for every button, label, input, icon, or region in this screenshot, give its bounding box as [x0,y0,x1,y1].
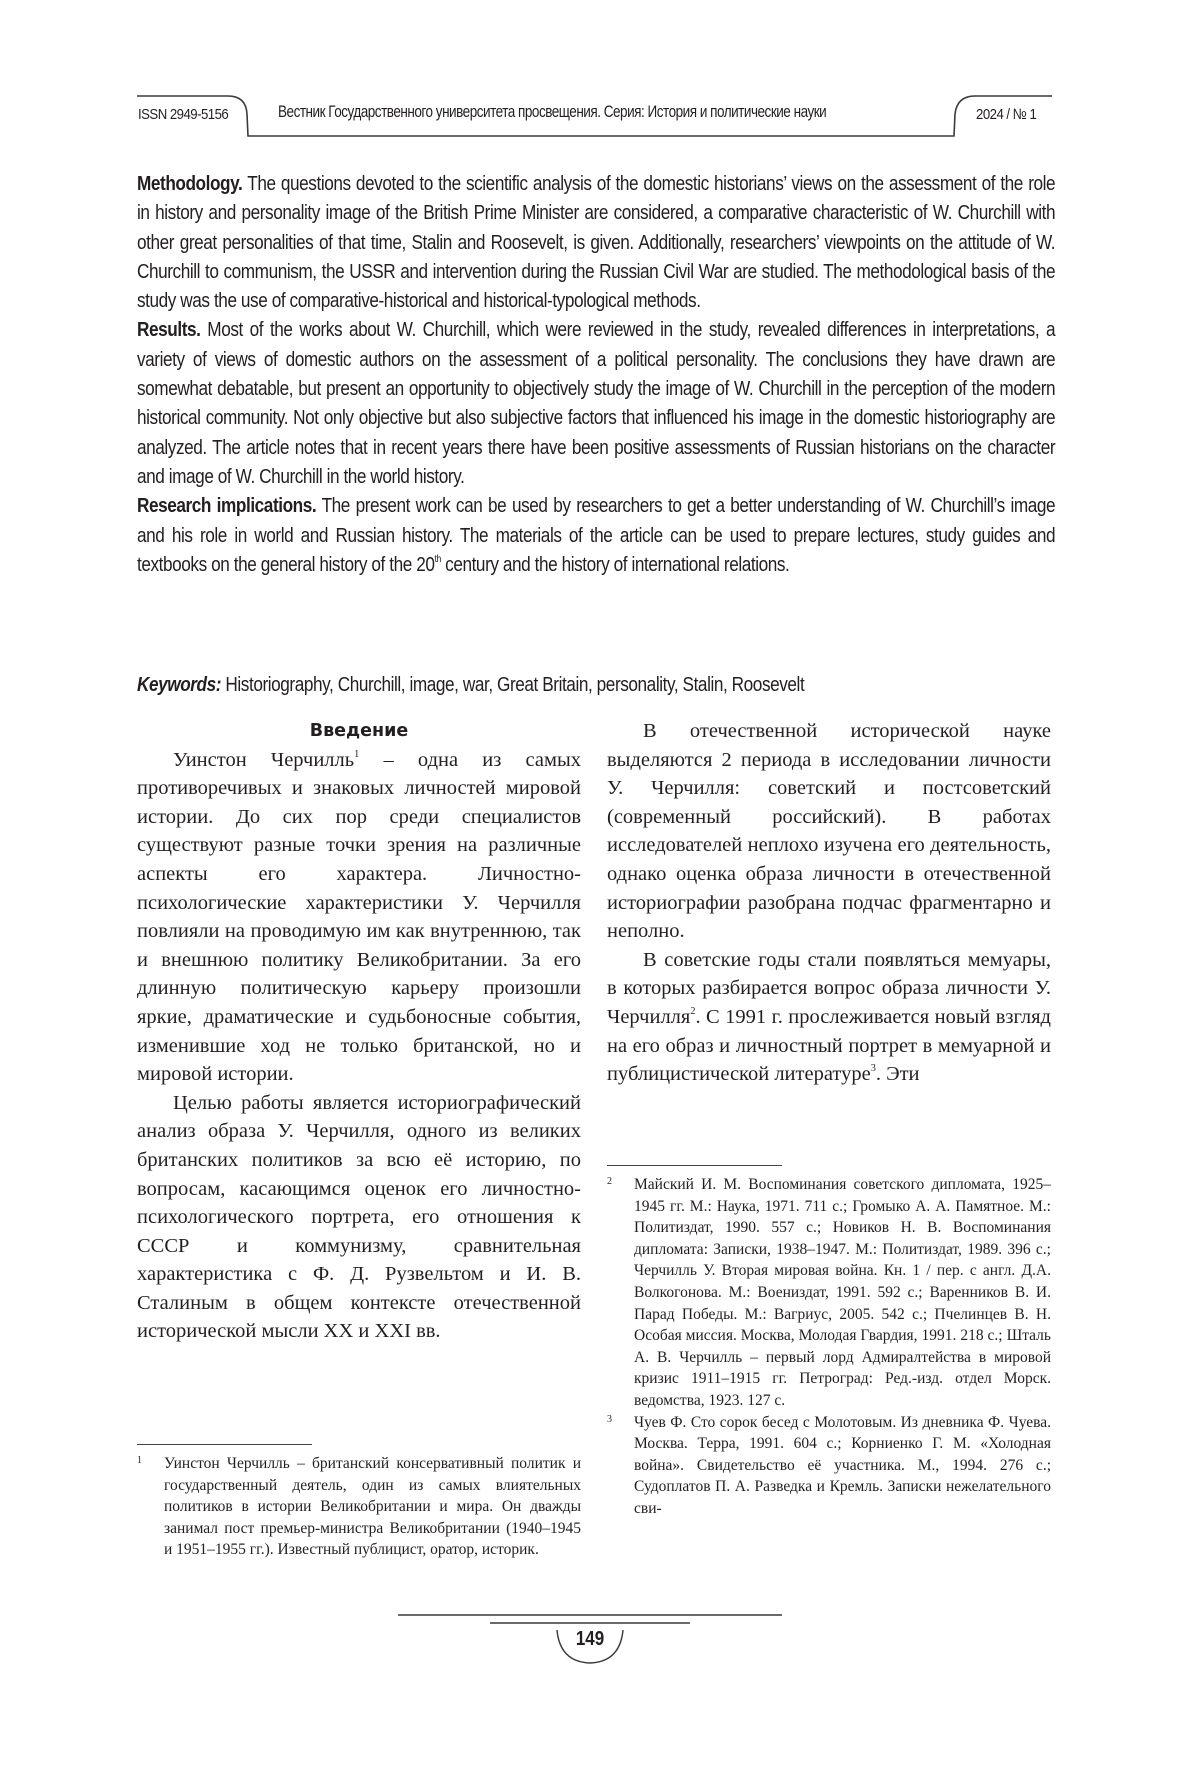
footnote-number: 3 [607,1413,612,1425]
journal-title: Вестник Государственного университета просвещения. Серия: История и политические науки [278,103,827,121]
methodology-label: Methodology. [137,173,243,195]
abstract-implications [137,492,1055,580]
superscript: th [434,553,441,565]
footnote-divider [607,1165,782,1166]
paragraph-text: В советские годы стали появляться мемуары, в которых разбирается вопрос образа личности У. Черчилля [607,948,1051,1028]
section-heading: Введение [309,721,409,741]
page-number: 149 [575,1628,605,1650]
issn-label: ISSN 2949-5156 [138,106,229,123]
results-text: Most of the works about W. Churchill, which were reviewed in the study, revealed differences in interpretations, a variety of views of domestic authors on the assessment of a political personality. The conclusions they have drawn are somewhat debatable, but present an opportunity to objectively study the image of W. Churchill in the perception of the modern historical community. Not only objective but also subjective factors that influenced his image in the domestic historiography are analyzed. The article notes that in recent years there have been positive assessments of Russian historians on the character and image of W. Churchill in the world history. [137,319,1056,488]
paragraph: Целью работы является историографический анализ образа У. Черчилля, одного из великих британских политиков за всю её историю, по вопросам, касающимся оценок его личностно-психологического портрета, его отношения к СССР и коммунизму, сравнительная характеристика с Ф. Д. Рузвельтом и И. В. Сталиным в общем контексте отечественной исторической мысли XX и XXI вв. [137,1091,581,1343]
footnotes-left [137,1453,581,1561]
footnote-text: Чуев Ф. Сто сорок бесед с Молотовым. Из дневника Ф. Чуева. Москва. Терра, 1991. 604 с.; Корниенко Г. М. «Холодная война». Свидетельство её участника. М., 1994. 276 с.; Судоплатов П. А. Разведка и Кремль. Записки нежелательного сви- [634,1413,1051,1517]
body-column-left [137,717,581,1346]
abstract-results [137,316,1055,492]
issue-label: 2024 / № 1 [976,106,1037,123]
methodology-text: The questions devoted to the scientific analysis of the domestic historians’ views on the assessment of the role in history and personality image of the British Prime Minister are considered, a comparative characteristic of W. Churchill with other great personalities of that time, Stalin and Roosevelt, is given. Additionally, researchers’ viewpoints on the attitude of W. Churchill to communism, the USSR and intervention during the Russian Civil War are studied. The methodological basis of the study was the use of comparative-historical and historical-typological methods. [137,173,1056,313]
footnotes-right [607,1174,1051,1520]
footnote-ref-2[interactable]: 2 [690,1005,696,1017]
paragraph-text: . Эти [875,1063,920,1086]
implications-label: Research implications. [137,495,317,518]
paragraph: В отечественной исторической науке выделяются 2 периода в исследовании личности У. Черчилля: советский и постсоветский (современный российский). В работах исследователей неплохо изучена его деятельность, однако оценка образа личности в отечественной историографии разобрана подчас фрагментарно и неполно. [607,720,1051,943]
footnote-number: 2 [607,1176,612,1187]
paragraph-text: – одна из самых противоречивых и знаковых личностей мировой истории. До сих пор среди специалистов существуют разные точки зрения на различные аспекты его характера. Личностно-психологические характеристики У. Черчилля повлияли на проводимую им как внутреннюю, так и внешнюю политику Великобритании. За его длинную политическую карьеру произошли яркие, драматические и судьбоносные события, изменившие ход не только британской, но и мировой истории. [137,748,581,1086]
footnote-text: Уинстон Черчилль – британский консервативный политик и государственный деятель, один из самых влиятельных политиков в истории Великобритании и мира. Он дважды занимал пост премьер-министра Великобритании (1940–1945 и 1951–1955 гг.). Известный публицист, оратор, историк. [164,1455,581,1559]
results-label: Results. [137,319,201,342]
paragraph-text: Уинстон Черчилль [173,748,355,771]
keywords-label: Keywords: [137,674,222,696]
footnote-2 [607,1174,1051,1412]
footnote-ref-1[interactable]: 1 [354,748,360,760]
running-header-frame [0,0,1200,150]
footnote-1 [137,1453,581,1561]
paragraph [137,746,581,1089]
paragraph-text: . С 1991 г. прослеживается новый взгляд на его образ и личностный портрет в мемуарной и публицистической литературе [607,1005,1051,1086]
implications-text: The present work can be used by researchers to get a better understanding of W. Churchill’s image and his role in world and Russian history. The materials of the article can be used to prepare lectures, study guides and textbooks on the general history of the 20 [137,495,1056,576]
footnote-divider [137,1444,312,1445]
abstract-methodology [137,170,1055,316]
abstract [137,170,1055,580]
footnote-ref-3[interactable]: 3 [870,1062,876,1074]
paragraph [607,946,1051,1089]
footnote-number: 1 [137,1455,142,1466]
implications-text-end: century and the history of international relations. [440,553,790,576]
keywords-text: Historiography, Churchill, image, war, Great Britain, personality, Stalin, Roosevelt [221,674,805,696]
keywords [137,674,804,697]
footnote-text: Майский И. М. Воспоминания советского дипломата, 1925–1945 гг. М.: Наука, 1971. 711 с.; Громыко А. А. Памятное. М.: Политиздат, 1990. 557 с.; Новиков Н. В. Воспоминания дипломата: Записки, 1938–1947. М.: Политиздат, 1989. 396 с.; Черчилль У. Вторая мировая война. Кн. 1 / пер. с англ. Д.А. Волкогонова. М.: Воениздат, 1991. 592 с.; Варенников В. И. Парад Победы. М.: Вагриус, 2005. 542 с.; Пчелинцев В. Н. Особая миссия. Москва, Молодая Гвардия, 1991. 218 с.; Шталь А. В. Черчилль – первый лорд Адмиралтейства в мировой кризис 1911–1915 гг. Петроград: Ред.-изд. отдел Морск. ведомства, 1923. 127 с. [634,1176,1051,1409]
body-column-right [607,717,1051,1089]
footnote-3 [607,1412,1051,1520]
